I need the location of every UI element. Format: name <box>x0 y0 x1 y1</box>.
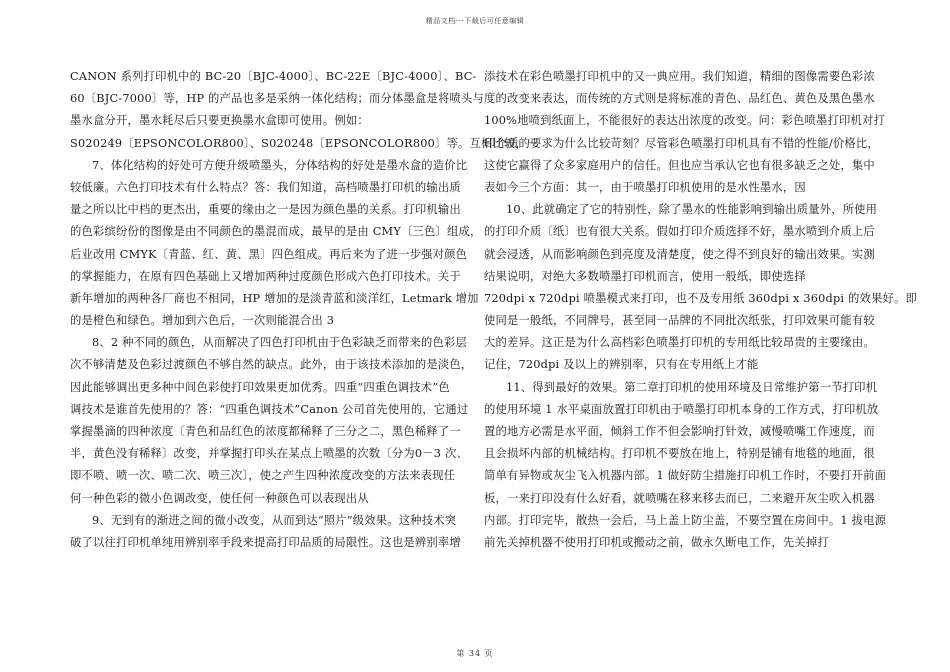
text-line: 次不够清楚及色彩过渡颜色不够自然的缺点。此外，由于该技术添加的是淡色， <box>70 358 473 372</box>
text-line: 9、无到有的渐进之间的微小改变，从而到达“照片”级效果。这种技术突 <box>92 513 457 527</box>
text-line: 内部。打印完毕，散热一会后，马上盖上防尘盖，不要空置在房间中。1 拔电源 <box>484 513 887 527</box>
text-line: 720dpi x 720dpi 喷墨模式来打印，也不及专用纸 360dpi x 360dpi 的效果好。即 <box>484 291 917 305</box>
text-line: 60〔BJC-7000〕等，HP 的产品也多是采纳一体化结构；而分体墨盒是将喷头与 <box>70 92 484 106</box>
text-line: 简单有异物或灰尘飞入机器内部。1 做好防尘措施打印机工作时，不要打开前面 <box>484 469 887 483</box>
right-column <box>484 66 917 554</box>
text-line: 板，一来打印没有什么好看，就喷嘴在移来移去而已，二来避开灰尘吹入机器 <box>484 491 875 505</box>
text-line: 新年增加的两种各厂商也不相同，HP 增加的是淡青蓝和淡洋红，Letmark 增加 <box>70 291 479 305</box>
text-line: 即不喷、喷一次、喷二次、喷三次〕，使之产生四种浓度改变的方法来表现任 <box>70 469 456 483</box>
text-line: 调技术是谁首先使用的？答：“四重色调技术”Canon 公司首先使用的，它通过 <box>70 402 469 416</box>
text-line: 的掌握能力，在原有四色基础上又增加两种过度颜色形成六色打印技术。关于 <box>70 269 461 283</box>
text-line: CANON 系列打印机中的 BC-20〔BJC-4000〕、BC-22E〔BJC-4000〕、BC- <box>70 70 477 83</box>
text-line: S020249〔EPSONCOLOR800〕、S020248〔EPSONCOLOR800〕等。互相比较，一 <box>70 136 539 150</box>
text-line: 较低廉。六色打印技术有什么特点？答：我们知道，高档喷墨打印机的输出质 <box>70 180 461 194</box>
text-line: 结果说明，对绝大多数喷墨打印机而言，使用一般纸，即使选择 <box>484 269 806 283</box>
text-line: 100%地喷到纸面上，不能很好的表达出浓度的改变。问：彩色喷墨打印机对打 <box>484 114 885 128</box>
text-line: 前先关掉机器不使用打印机或搬动之前，做永久断电工作，先关掉打 <box>484 535 829 549</box>
text-line: 后业改用 CMYK〔青蓝、红、黄、黑〕四色组成。再后来为了进一步强对颜色 <box>70 247 468 261</box>
text-line: 的打印介质〔纸〕也有很大关系。假如打印介质选择不好，墨水喷到介质上后 <box>484 225 875 239</box>
text-line: 因此能够调出更多种中间色彩使打印效果更加优秀。四重“四重色调技术”色 <box>70 380 450 394</box>
text-line: 的是橙色和绿色。增加到六色后，一次则能混合出 3 <box>70 314 335 328</box>
text-line: 添技术在彩色喷墨打印机中的又一典应用。我们知道，精细的图像需要色彩浓 <box>484 70 875 83</box>
left-column <box>70 66 539 554</box>
text-line: 11、得到最好的效果。第二章打印机的使用环境及日常维护第一节打印机 <box>506 380 878 394</box>
text-line: 10、此就确定了它的特别性，除了墨水的性能影响到输出质量外，所使用 <box>506 203 878 217</box>
text-line: 掌握墨滴的四种浓度〔青色和品红色的浓度都稀释了三分之二，黑色稀释了一 <box>70 425 461 438</box>
text-line: 且会损坏内部的机械结构。打印机不要放在地上，特别是铺有地毯的地面，很 <box>484 447 875 461</box>
text-line: 这使它赢得了众多家庭用户的信任。但也应当承认它也有很多缺乏之处，集中 <box>484 158 875 172</box>
text-line: 度的改变来表达，而传统的方式则是将标准的青色、品红色、黄色及黑色墨水 <box>484 92 875 106</box>
text-line: 的色彩缤纷份的图像是由不同颜色的墨混而成，最早的是由 CMY〔三色〕组成， <box>70 225 482 239</box>
text-line: 置的地方必需是水平面，倾斜工作不但会影响打针效，减慢喷嘴工作速度，而 <box>484 425 875 438</box>
text-line: 表如今三个方面：其一，由于喷墨打印机使用的是水性墨水，因 <box>484 180 806 194</box>
text-line: 印介质的要求为什么比较苛刻？尽管彩色喷墨打印机具有不错的性能/价格比， <box>484 136 879 150</box>
page-header: 精品文档---下载后可任意编辑 <box>425 17 525 25</box>
text-line: 大的差异。这正是为什么高档彩色喷墨打印机的专用纸比较昂贵的主要缘由。 <box>484 336 875 350</box>
text-line: 量之所以比中档的更杰出，重要的缘由之一是因为颜色墨的关系。打印机输出 <box>70 203 461 217</box>
text-line: 何一种色彩的微小色调改变，使任何一种颜色可以表现出从 <box>70 491 369 505</box>
text-line: 记住，720dpi 及以上的辨别率，只有在专用纸上才能 <box>484 358 759 372</box>
text-line: 就会浸透，从而影响颜色到亮度及清楚度，使之得不到良好的输出效果。实测 <box>484 247 875 261</box>
text-line: 墨水盒分开，墨水耗尽后只要更换墨水盒即可使用。例如： <box>70 114 369 128</box>
text-line: 7、体化结构的好处可方便升级喷墨头，分体结构的好处是墨水盒的造价比 <box>92 158 468 172</box>
text-line: 半，黄色没有稀释〕改变，并掌握打印头在某点上喷墨的次数〔分为0－3 次、 <box>70 447 468 461</box>
text-line: 破了以往打印机单纯用辨别率手段来提高打印品质的局限性。这也是辨别率增 <box>70 535 461 549</box>
text-line: 8、2 种不同的颜色，从而解决了四色打印机由于色彩缺乏而带来的色彩层 <box>92 336 467 350</box>
text-line: 的使用环境 1 水平桌面放置打印机由于喷墨打印机本身的工作方式，打印机放 <box>484 402 879 416</box>
text-line: 使同是一般纸，不同牌号，甚至同一品牌的不同批次纸张，打印效果可能有较 <box>484 314 875 328</box>
page-number: 第 34 页 <box>456 649 494 658</box>
